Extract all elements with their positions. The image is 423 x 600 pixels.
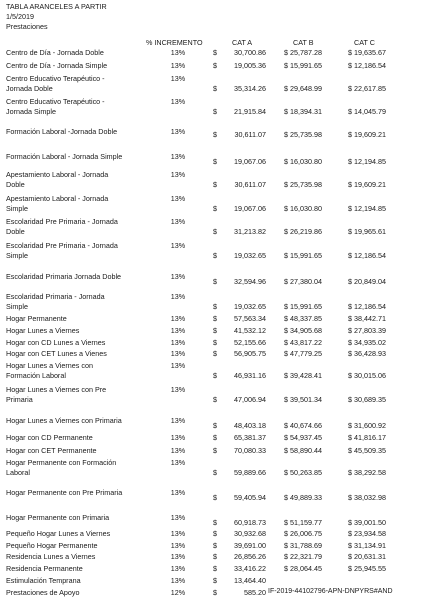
cat-a-value: 60,918.73: [234, 518, 266, 527]
increment-percent: 12%: [170, 588, 186, 597]
cat-b-value: $ 54,937.45: [284, 433, 322, 442]
cat-a-value: 19,067.06: [234, 204, 266, 213]
cat-b-value: $ 39,428.41: [284, 371, 322, 380]
table-title: TABLA ARANCELES A PARTIR: [6, 2, 107, 11]
currency-symbol: $: [213, 302, 217, 311]
row-label-line: Simple: [6, 204, 28, 213]
row-label-line: Hogar Lunes a Viernes con Primaria: [6, 416, 122, 425]
row-label-line: Hogar Lunes a Viernes con Pre: [6, 385, 107, 394]
increment-percent: 13%: [170, 272, 186, 281]
currency-symbol: $: [213, 157, 217, 166]
increment-percent: 13%: [170, 314, 186, 323]
row-label: [6, 416, 156, 426]
row-label: [6, 446, 156, 456]
cat-b-value: $ 48,337.85: [284, 314, 322, 323]
cat-b-value: $ 47,779.25: [284, 349, 322, 358]
currency-symbol: $: [213, 204, 217, 213]
cat-a-value: 31,213.82: [234, 227, 266, 236]
increment-percent: 13%: [170, 552, 186, 561]
increment-percent: 13%: [170, 349, 186, 358]
increment-percent: 13%: [170, 61, 186, 70]
table-subtitle: Prestaciones: [6, 22, 48, 31]
row-label-line: Residencia Lunes a Viernes: [6, 552, 96, 561]
row-label-line: Hogar Permanente con Pre Primaria: [6, 488, 123, 497]
cat-c-value: $ 31,134.91: [348, 541, 386, 550]
increment-percent: 13%: [170, 74, 186, 83]
row-label-line: Hogar Permanente con Primaria: [6, 513, 110, 522]
cat-a-value: 57,563.34: [234, 314, 266, 323]
row-label: [6, 529, 156, 539]
cat-c-value: $ 39,001.50: [348, 518, 386, 527]
cat-a-value: 70,080.33: [234, 446, 266, 455]
row-label: [6, 588, 156, 598]
increment-percent: 13%: [170, 576, 186, 585]
row-label-line: Jornada Doble: [6, 84, 53, 93]
cat-a-value: 21,915.84: [234, 107, 266, 116]
cat-b-value: $ 28,064.45: [284, 564, 322, 573]
increment-percent: 13%: [170, 458, 186, 467]
cat-b-value: $ 25,787.28: [284, 48, 322, 57]
currency-symbol: $: [213, 227, 217, 236]
row-label-line: Hogar Permanente con Formación: [6, 458, 117, 467]
currency-symbol: $: [213, 493, 217, 502]
increment-percent: 13%: [170, 338, 186, 347]
cat-a-value: 19,032.65: [234, 302, 266, 311]
cat-a-value: 35,314.26: [234, 84, 266, 93]
cat-c-value: $ 12,186.54: [348, 61, 386, 70]
row-label: [6, 513, 156, 523]
row-label: [6, 127, 156, 137]
cat-b-value: $ 25,735.98: [284, 180, 322, 189]
row-label: [6, 48, 156, 58]
row-label: [6, 97, 156, 117]
currency-symbol: $: [213, 61, 217, 70]
cat-c-value: $ 12,194.85: [348, 157, 386, 166]
cat-a-value: 19,005.36: [234, 61, 266, 70]
currency-symbol: $: [213, 446, 217, 455]
cat-b-value: $ 29,648.99: [284, 84, 322, 93]
row-label: [6, 488, 156, 498]
column-header-cat-b: CAT B: [293, 38, 314, 47]
cat-c-value: $ 19,965.61: [348, 227, 386, 236]
currency-symbol: $: [213, 588, 217, 597]
cat-c-value: $ 30,689.35: [348, 395, 386, 404]
currency-symbol: $: [213, 130, 217, 139]
currency-symbol: $: [213, 468, 217, 477]
row-label-line: Simple: [6, 302, 28, 311]
cat-c-value: $ 14,045.79: [348, 107, 386, 116]
column-header-cat-a: CAT A: [232, 38, 253, 47]
table-date: 1/5/2019: [6, 12, 34, 21]
row-label: [6, 433, 156, 443]
currency-symbol: $: [213, 395, 217, 404]
cat-a-value: 30,611.07: [234, 130, 266, 139]
cat-a-value: 33,416.22: [234, 564, 266, 573]
increment-percent: 13%: [170, 194, 186, 203]
currency-symbol: $: [213, 338, 217, 347]
currency-symbol: $: [213, 564, 217, 573]
cat-a-value: 19,067.06: [234, 157, 266, 166]
currency-symbol: $: [213, 433, 217, 442]
cat-b-value: $ 15,991.65: [284, 251, 322, 260]
currency-symbol: $: [213, 421, 217, 430]
row-label: [6, 292, 156, 312]
cat-a-value: 52,155.66: [234, 338, 266, 347]
cat-c-value: $ 19,609.21: [348, 130, 386, 139]
currency-symbol: $: [213, 518, 217, 527]
column-header-cat-c: CAT C: [354, 38, 375, 47]
cat-c-value: $ 12,194.85: [348, 204, 386, 213]
cat-a-value: 30,932.68: [234, 529, 266, 538]
cat-c-value: $ 38,032.98: [348, 493, 386, 502]
cat-b-value: $ 26,219.86: [284, 227, 322, 236]
row-label-line: Formación Laboral -Jornada Doble: [6, 127, 118, 136]
currency-symbol: $: [213, 576, 217, 585]
currency-symbol: $: [213, 277, 217, 286]
column-header-increment: % INCREMENTO: [146, 38, 203, 47]
row-label-line: Primaria: [6, 395, 33, 404]
cat-a-value: 47,006.94: [234, 395, 266, 404]
currency-symbol: $: [213, 326, 217, 335]
row-label: [6, 564, 156, 574]
cat-a-value: 65,381.37: [234, 433, 266, 442]
cat-a-value: 59,405.94: [234, 493, 266, 502]
cat-a-value: 30,700.86: [234, 48, 266, 57]
currency-symbol: $: [213, 371, 217, 380]
cat-c-value: $ 30,015.06: [348, 371, 386, 380]
row-label: [6, 74, 156, 94]
document-stamp: IF-2019-44102796-APN-DNPYRS#AND: [268, 588, 393, 595]
row-label-line: Residencia Permanente: [6, 564, 83, 573]
row-label-line: Hogar con CD Lunes a Viernes: [6, 338, 106, 347]
row-label: [6, 152, 156, 162]
row-label-line: Hogar con CD Permanente: [6, 433, 93, 442]
row-label-line: Pequeño Hogar Permanente: [6, 541, 98, 550]
row-label: [6, 552, 156, 562]
cat-b-value: $ 27,380.04: [284, 277, 322, 286]
cat-c-value: $ 38,292.58: [348, 468, 386, 477]
increment-percent: 13%: [170, 97, 186, 106]
cat-c-value: $ 25,945.55: [348, 564, 386, 573]
increment-percent: 13%: [170, 385, 186, 394]
cat-c-value: $ 20,849.04: [348, 277, 386, 286]
cat-c-value: $ 12,186.54: [348, 302, 386, 311]
row-label: [6, 361, 156, 381]
increment-percent: 13%: [170, 433, 186, 442]
increment-percent: 13%: [170, 127, 186, 136]
cat-a-value: 59,889.66: [234, 468, 266, 477]
row-label-line: Jornada Simple: [6, 107, 56, 116]
cat-b-value: $ 26,006.75: [284, 529, 322, 538]
cat-a-value: 46,931.16: [234, 371, 266, 380]
row-label-line: Centro de Día - Jornada Doble: [6, 48, 104, 57]
increment-percent: 13%: [170, 541, 186, 550]
increment-percent: 13%: [170, 48, 186, 57]
cat-a-value: 32,594.96: [234, 277, 266, 286]
currency-symbol: $: [213, 349, 217, 358]
increment-percent: 13%: [170, 529, 186, 538]
cat-c-value: $ 45,509.35: [348, 446, 386, 455]
cat-c-value: $ 20,631.31: [348, 552, 386, 561]
cat-c-value: $ 31,600.92: [348, 421, 386, 430]
cat-b-value: $ 43,817.22: [284, 338, 322, 347]
cat-a-value: 13,464.40: [234, 576, 266, 585]
row-label-line: Hogar Permanente: [6, 314, 67, 323]
row-label-line: Prestaciones de Apoyo: [6, 588, 80, 597]
increment-percent: 13%: [170, 361, 186, 370]
cat-a-value: 19,032.65: [234, 251, 266, 260]
row-label-line: Apestamiento Laboral - Jornada: [6, 170, 109, 179]
row-label: [6, 194, 156, 214]
row-label-line: Hogar con CET Permanente: [6, 446, 97, 455]
cat-a-value: 26,856.26: [234, 552, 266, 561]
cat-b-value: $ 39,501.34: [284, 395, 322, 404]
currency-symbol: $: [213, 552, 217, 561]
row-label: [6, 349, 156, 359]
row-label: [6, 338, 156, 348]
cat-b-value: $ 51,159.77: [284, 518, 322, 527]
currency-symbol: $: [213, 180, 217, 189]
row-label-line: Laboral: [6, 468, 30, 477]
row-label-line: Pequeño Hogar Lunes a Viernes: [6, 529, 111, 538]
cat-b-value: $ 16,030.80: [284, 157, 322, 166]
row-label-line: Hogar Lunes a Viernes con: [6, 361, 93, 370]
row-label: [6, 576, 156, 586]
row-label-line: Centro Educativo Terapéutico -: [6, 97, 105, 106]
row-label-line: Doble: [6, 227, 25, 236]
increment-percent: 13%: [170, 416, 186, 425]
cat-c-value: $ 23,934.58: [348, 529, 386, 538]
cat-c-value: $ 38,442.71: [348, 314, 386, 323]
row-label: [6, 385, 156, 405]
cat-b-value: $ 58,890.44: [284, 446, 322, 455]
increment-percent: 13%: [170, 488, 186, 497]
cat-b-value: $ 25,735.98: [284, 130, 322, 139]
row-label-line: Escolaridad Pre Primaria - Jornada: [6, 241, 118, 250]
row-label-line: Centro Educativo Terapéutico -: [6, 74, 105, 83]
cat-c-value: $ 36,428.93: [348, 349, 386, 358]
row-label-line: Simple: [6, 251, 28, 260]
row-label-line: Formación Laboral: [6, 371, 66, 380]
cat-a-value: 585.20: [244, 588, 266, 597]
row-label: [6, 61, 156, 71]
row-label: [6, 541, 156, 551]
cat-a-value: 30,611.07: [234, 180, 266, 189]
row-label: [6, 272, 156, 282]
increment-percent: 13%: [170, 217, 186, 226]
cat-b-value: $ 31,788.69: [284, 541, 322, 550]
increment-percent: 13%: [170, 241, 186, 250]
cat-c-value: $ 19,609.21: [348, 180, 386, 189]
row-label: [6, 241, 156, 261]
cat-b-value: $ 40,674.66: [284, 421, 322, 430]
cat-a-value: 39,691.00: [234, 541, 266, 550]
increment-percent: 13%: [170, 326, 186, 335]
row-label-line: Escolaridad Primaria - Jornada: [6, 292, 105, 301]
row-label-line: Formación Laboral - Jornada Simple: [6, 152, 123, 161]
row-label-line: Escolaridad Pre Primaria - Jornada: [6, 217, 118, 226]
row-label: [6, 170, 156, 190]
increment-percent: 13%: [170, 292, 186, 301]
currency-symbol: $: [213, 84, 217, 93]
row-label-line: Apestamiento Laboral - Jornada: [6, 194, 109, 203]
row-label: [6, 217, 156, 237]
currency-symbol: $: [213, 314, 217, 323]
increment-percent: 13%: [170, 170, 186, 179]
currency-symbol: $: [213, 48, 217, 57]
currency-symbol: $: [213, 107, 217, 116]
cat-a-value: 41,532.12: [234, 326, 266, 335]
row-label-line: Estimulación Temprana: [6, 576, 81, 585]
currency-symbol: $: [213, 529, 217, 538]
increment-percent: 13%: [170, 564, 186, 573]
increment-percent: 13%: [170, 152, 186, 161]
cat-b-value: $ 16,030.80: [284, 204, 322, 213]
cat-c-value: $ 22,617.85: [348, 84, 386, 93]
increment-percent: 13%: [170, 513, 186, 522]
row-label: [6, 458, 156, 478]
cat-c-value: $ 12,186.54: [348, 251, 386, 260]
cat-b-value: $ 15,991.65: [284, 302, 322, 311]
cat-b-value: $ 49,889.33: [284, 493, 322, 502]
cat-a-value: 56,905.75: [234, 349, 266, 358]
row-label-line: Centro de Día - Jornada Simple: [6, 61, 108, 70]
increment-percent: 13%: [170, 446, 186, 455]
row-label: [6, 326, 156, 336]
cat-b-value: $ 22,321.79: [284, 552, 322, 561]
cat-c-value: $ 27,803.39: [348, 326, 386, 335]
row-label-line: Hogar con CET Lunes a Vienes: [6, 349, 107, 358]
row-label-line: Hogar Lunes a Viernes: [6, 326, 80, 335]
cat-b-value: $ 15,991.65: [284, 61, 322, 70]
currency-symbol: $: [213, 541, 217, 550]
cat-b-value: $ 18,394.31: [284, 107, 322, 116]
cat-c-value: $ 34,935.02: [348, 338, 386, 347]
cat-a-value: 48,403.18: [234, 421, 266, 430]
cat-c-value: $ 19,635.67: [348, 48, 386, 57]
cat-b-value: $ 34,905.68: [284, 326, 322, 335]
row-label-line: Doble: [6, 180, 25, 189]
cat-b-value: $ 50,263.85: [284, 468, 322, 477]
cat-c-value: $ 41,816.17: [348, 433, 386, 442]
currency-symbol: $: [213, 251, 217, 260]
row-label-line: Escolaridad Primaria Jornada Doble: [6, 272, 122, 281]
row-label: [6, 314, 156, 324]
